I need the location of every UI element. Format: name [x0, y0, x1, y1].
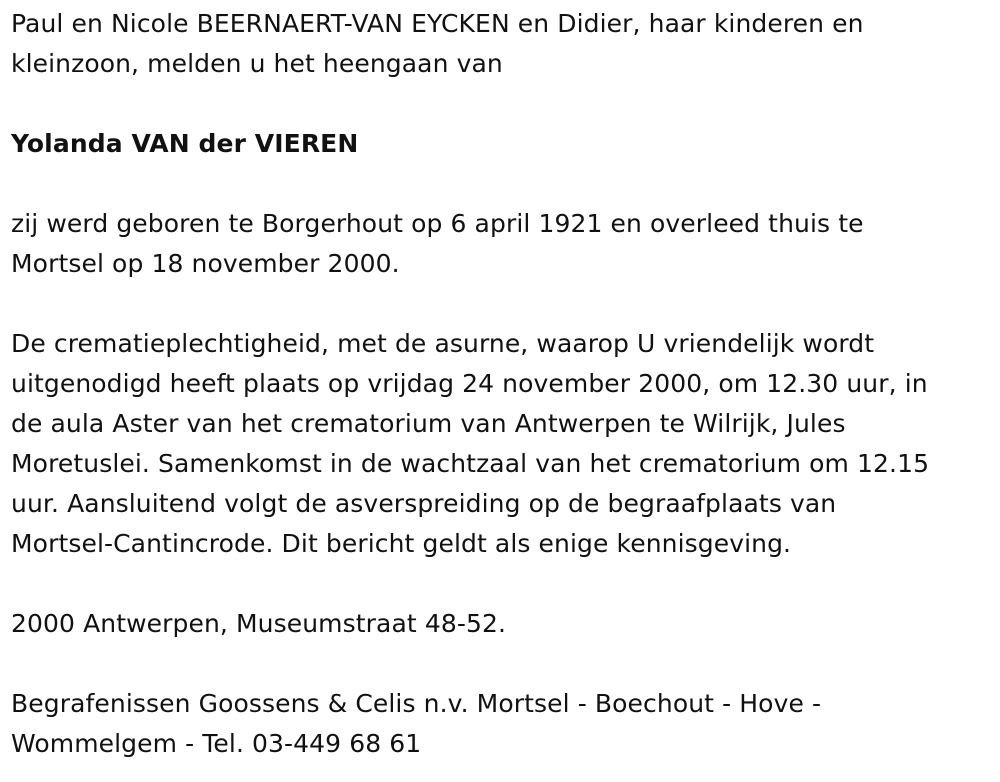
address-line: 2000 Antwerpen, Museumstraat 48-52. — [11, 609, 507, 638]
ceremony-paragraph: De crematieplechtigheid, met de asurne, waarop U vriendelijk wordt uitgenodigd heeft plaats op vrijdag 24 november 2000, om 12.30 uur, in de aula Aster van het crematorium van Antwerpen te Wilrijk, Jules Moretuslei. Samenkomst in de wachtzaal van het crematorium om 12.15 uur. Aansluitend volgt de asverspreiding op de begraafplaats van Mortsel-Cantincrode. Dit bericht geldt als enige kennisgeving. — [11, 329, 930, 558]
birth-death-paragraph: zij werd geboren te Borgerhout op 6 april 1921 en overleed thuis te Mortsel op 18 november 2000. — [11, 209, 864, 278]
spacer — [11, 564, 991, 604]
announcement-paragraph: Paul en Nicole BEERNAERT-VAN EYCKEN en Didier, haar kinderen en kleinzoon, melden u het heengaan van — [11, 9, 864, 78]
spacer — [11, 644, 991, 684]
spacer — [11, 84, 991, 124]
deceased-name: Yolanda VAN der VIEREN — [11, 129, 359, 158]
spacer — [11, 164, 991, 204]
notice-body — [11, 4, 991, 764]
spacer — [11, 284, 991, 324]
funeral-home-paragraph: Begrafenissen Goossens & Celis n.v. Mortsel - Boechout - Hove - Wommelgem - Tel. 03-449 68 61 — [11, 689, 822, 758]
